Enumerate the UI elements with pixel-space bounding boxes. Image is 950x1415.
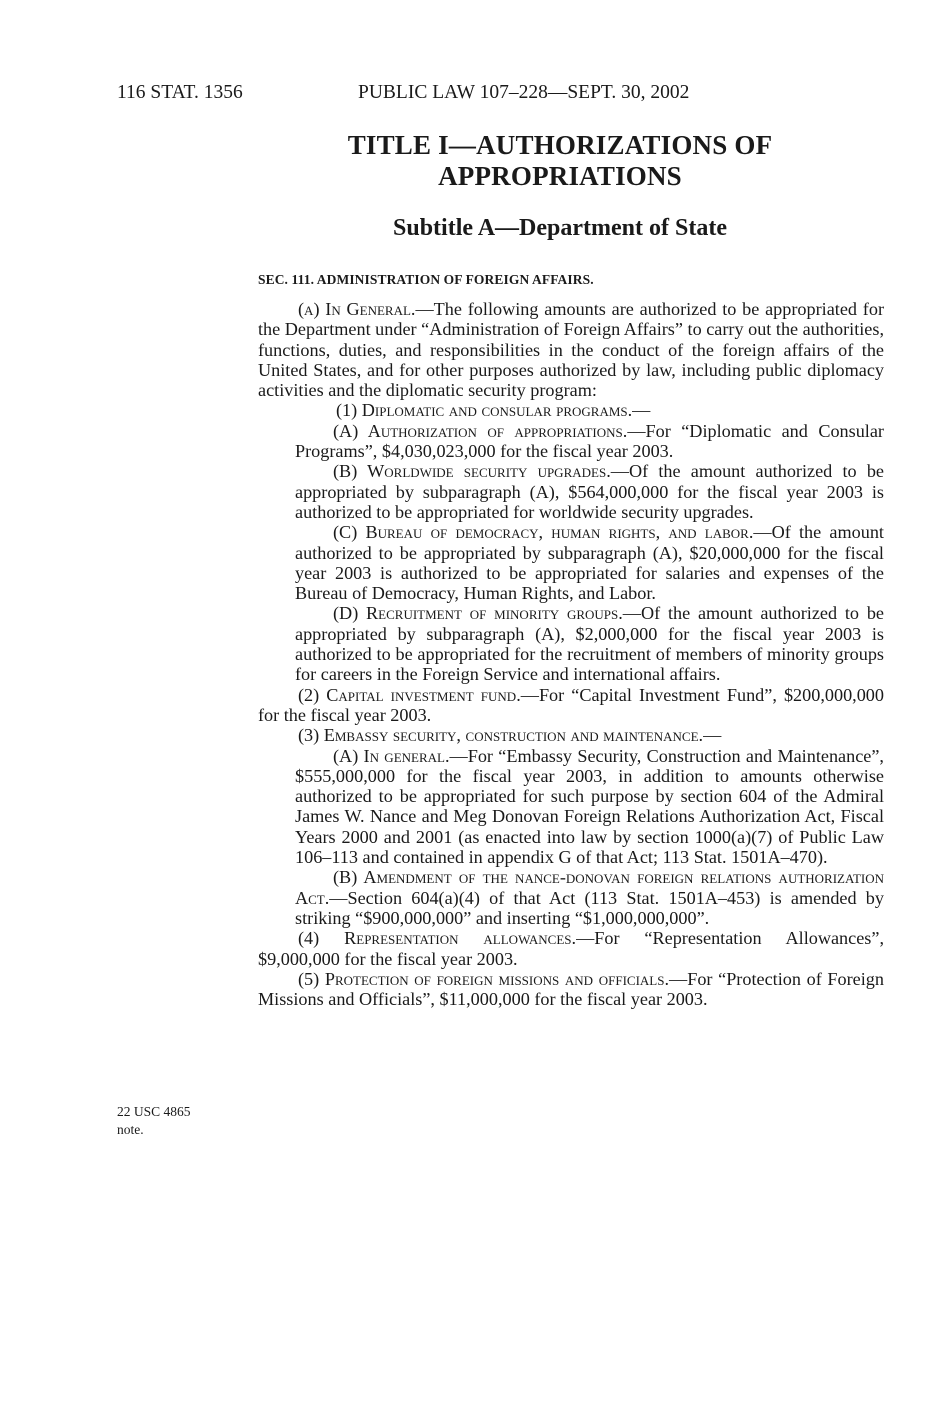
margin-note-line-1: 22 USC 4865 <box>117 1104 191 1119</box>
subtitle-heading: Subtitle A—Department of State <box>393 215 727 241</box>
paragraph-4: (4) Representation allowances.—For “Representation Allowances”, $9,000,000 for the fiscal year 2003. <box>258 928 884 969</box>
paragraph-1a: (A) Authorization of appropriations.—For “Diplomatic and Consular Programs”, $4,030,023,000 for the fiscal year 2003. <box>295 420 884 462</box>
paragraph-3: (3) Embassy security, construction and maintenance.— <box>298 725 722 746</box>
title-heading <box>300 130 820 192</box>
paragraph-5: (5) Protection of foreign missions and officials.—For “Protection of Foreign Missions and Officials”, $11,000,000 for the fiscal year 2003. <box>258 968 884 1010</box>
paragraph-1b: (B) Worldwide security upgrades.—Of the amount authorized to be appropriated by subparagraph (A), $564,000,000 for the fiscal year 2003 is authorized to be appropriated for worldwide security upgrades. <box>295 461 884 522</box>
margin-note-line-2: note. <box>117 1122 144 1137</box>
section-heading: SEC. 111. ADMINISTRATION OF FOREIGN AFFAIRS. <box>258 272 594 287</box>
running-header <box>117 82 817 112</box>
paragraph-1c: (C) Bureau of democracy, human rights, and labor.—Of the amount authorized to be appropriated by subparagraph (A), $20,000,000 for the fiscal year 2003 is authorized to be appropriated for salaries and expenses of the Bureau of Democracy, Human Rights, and Labor. <box>295 522 884 604</box>
title-line-2: APPROPRIATIONS <box>438 161 682 191</box>
section-body <box>258 299 884 1009</box>
paragraph-a: (a) In General.—The following amounts are authorized to be appropriated for the Department under “Administration of Foreign Affairs” to carry out the authorities, functions, duties, and responsibilities in the conduct of the foreign affairs of the United States, and for other purposes authorized by law, including public diplomacy activities and the diplomatic security program: <box>258 299 884 401</box>
title-line-1: TITLE I—AUTHORIZATIONS OF <box>347 130 773 160</box>
law-citation: PUBLIC LAW 107–228—SEPT. 30, 2002 <box>358 82 690 103</box>
paragraph-3a: (A) In general.—For “Embassy Security, Construction and Maintenance”, $555,000,000 for the fiscal year 2003, in addition to amounts otherwise authorized to be appropriated for such purpose by section 604 of the Admiral James W. Nance and Meg Donovan Foreign Relations Authorization Act, Fiscal Years 2000 and 2001 (as enacted into law by section 1000(a)(7) of Public Law 106–113 and contained in appendix G of that Act; 113 Stat. 1501A–470). <box>295 745 884 868</box>
margin-note <box>117 1103 191 1139</box>
paragraph-1d: (D) Recruitment of minority groups.—Of the amount authorized to be appropriated by subparagraph (A), $2,000,000 for the fiscal year 2003 is authorized to be appropriated for the recruitment of members of minority groups for careers in the Foreign Service and international affairs. <box>295 603 884 685</box>
stat-citation: 116 STAT. 1356 <box>117 82 243 103</box>
paragraph-1: (1) Diplomatic and consular programs.— <box>336 400 651 421</box>
paragraph-3b: (B) Amendment of the nance-donovan foreign relations authorization Act.—Section 604(a)(4) of that Act (113 Stat. 1501A–453) is amended by striking “$900,000,000” and inserting “$1,000,000,000”. <box>295 867 884 928</box>
paragraph-2: (2) Capital investment fund.—For “Capital Investment Fund”, $200,000,000 for the fiscal year 2003. <box>258 684 884 725</box>
